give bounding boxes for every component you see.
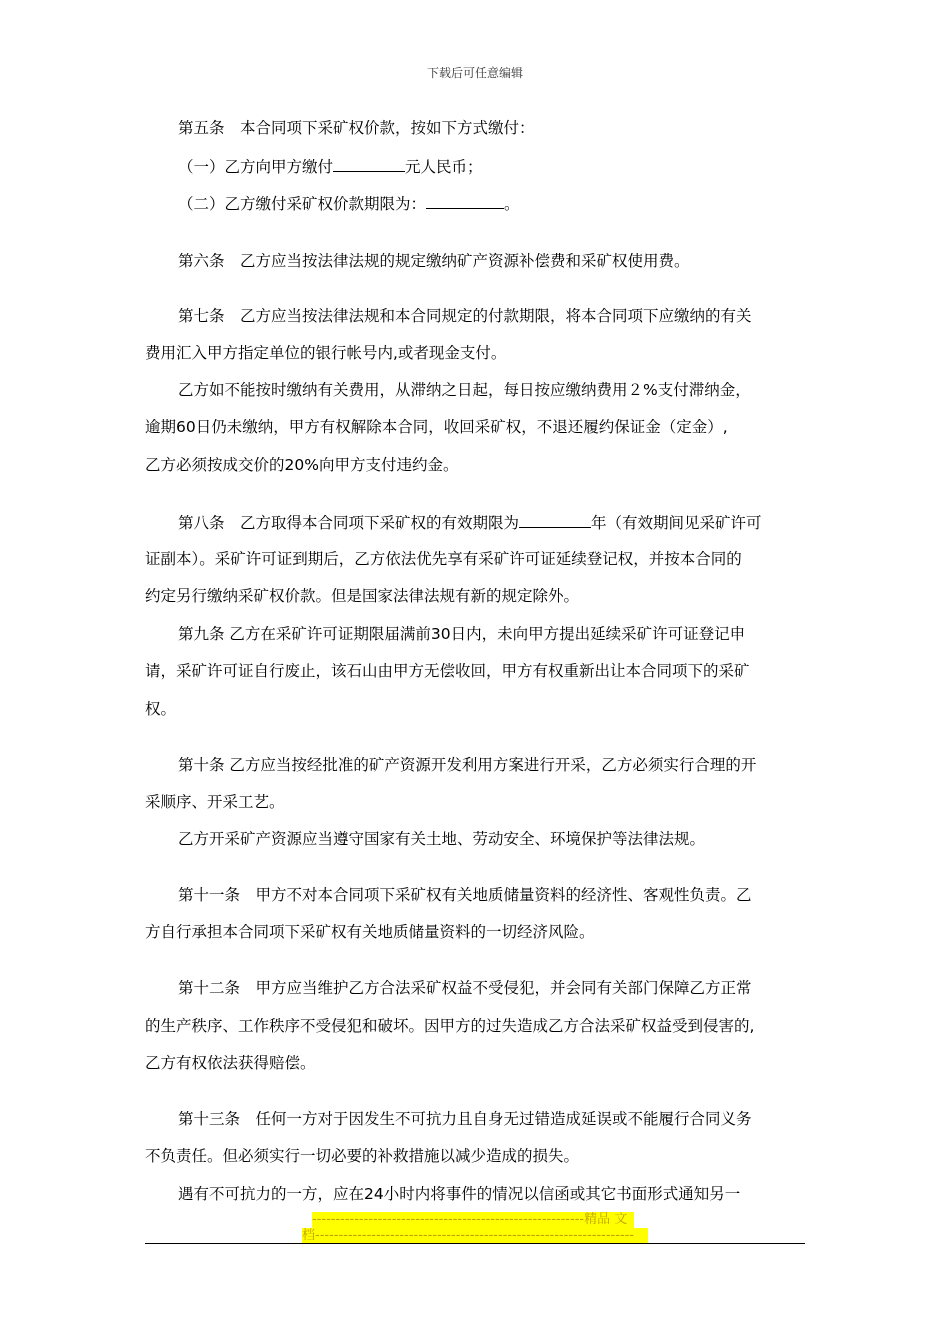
footer-divider	[145, 1243, 805, 1244]
article-9-line-2: 请，采矿许可证自行废止，该石山由甲方无偿收回，甲方有权重新出让本合同项下的采矿	[145, 662, 750, 680]
article-5-item-2: （二）乙方缴付采矿权价款期限为： 。	[178, 192, 805, 214]
article-7-line-2: 费用汇入甲方指定单位的银行帐号内,或者现金支付。	[145, 344, 507, 362]
article-8-line-1: 第八条 乙方取得本合同项下采矿权的有效期限为 年（有效期间见采矿许可	[178, 511, 805, 533]
article-7-line-5: 乙方必须按成交价的20%向甲方支付违约金。	[145, 456, 459, 474]
article-12-line-3: 乙方有权依法获得赔偿。	[145, 1054, 316, 1072]
article-12-line-2: 的生产秩序、工作秩序不受侵犯和破坏。因甲方的过失造成乙方合法采矿权益受到侵害的,	[145, 1017, 755, 1035]
article-6: 第六条 乙方应当按法律法规的规定缴纳矿产资源补偿费和采矿权使用费。	[178, 252, 690, 270]
amount-blank	[333, 155, 405, 172]
footer-watermark-line-1: ----------------------------------------------------------精品 文	[312, 1212, 634, 1228]
deadline-blank	[426, 192, 504, 209]
article-7-line-4: 逾期60日仍未缴纳，甲方有权解除本合同，收回采矿权，不退还履约保证金（定金）,	[145, 418, 728, 436]
article-11-line-1: 第十一条 甲方不对本合同项下采矿权有关地质储量资料的经济性、客观性负责。乙	[178, 886, 752, 904]
article-5-heading: 第五条 本合同项下采矿权价款，按如下方式缴付：	[178, 119, 535, 137]
article-12-line-1: 第十二条 甲方应当维护乙方合法采矿权益不受侵犯，并会同有关部门保障乙方正常	[178, 979, 752, 997]
article-13-line-1: 第十三条 任何一方对于因发生不可抗力且自身无过错造成延误或不能履行合同义务	[178, 1110, 752, 1128]
term-blank	[519, 511, 591, 528]
article-7-line-1: 第七条 乙方应当按法律法规和本合同规定的付款期限，将本合同项下应缴纳的有关	[178, 307, 752, 325]
article-10-line-3: 乙方开采矿产资源应当遵守国家有关土地、劳动安全、环境保护等法律法规。	[178, 830, 706, 848]
article-9-line-3: 权。	[145, 700, 177, 718]
article-13-line-3: 遇有不可抗力的一方，应在24小时内将事件的情况以信函或其它书面形式通知另一	[178, 1185, 741, 1203]
article-13-line-2: 不负责任。但必须实行一切必要的补救措施以减少造成的损失。	[145, 1147, 580, 1165]
article-8-line-3: 约定另行缴纳采矿权价款。但是国家法律法规有新的规定除外。	[145, 587, 580, 605]
article-5-item-1: （一）乙方向甲方缴付 元人民币；	[178, 155, 805, 177]
article-10-line-2: 采顺序、开采工艺。	[145, 793, 285, 811]
page-header: 下载后可任意编辑	[426, 66, 523, 80]
article-8-line-2: 证副本）。采矿许可证到期后，乙方依法优先享有采矿许可证延续登记权，并按本合同的	[145, 550, 742, 568]
article-7-line-3: 乙方如不能按时缴纳有关费用，从滞纳之日起，每日按应缴纳费用２%支付滞纳金，	[178, 381, 751, 399]
footer-watermark-line-2: 档--------------------------------------------------------------------	[302, 1228, 648, 1244]
article-10-line-1: 第十条 乙方应当按经批准的矿产资源开发利用方案进行开采，乙方必须实行合理的开	[178, 756, 757, 774]
article-11-line-2: 方自行承担本合同项下采矿权有关地质储量资料的一切经济风险。	[145, 923, 595, 941]
article-9-line-1: 第九条 乙方在采矿许可证期限届满前30日内，未向甲方提出延续采矿许可证登记申	[178, 625, 746, 643]
